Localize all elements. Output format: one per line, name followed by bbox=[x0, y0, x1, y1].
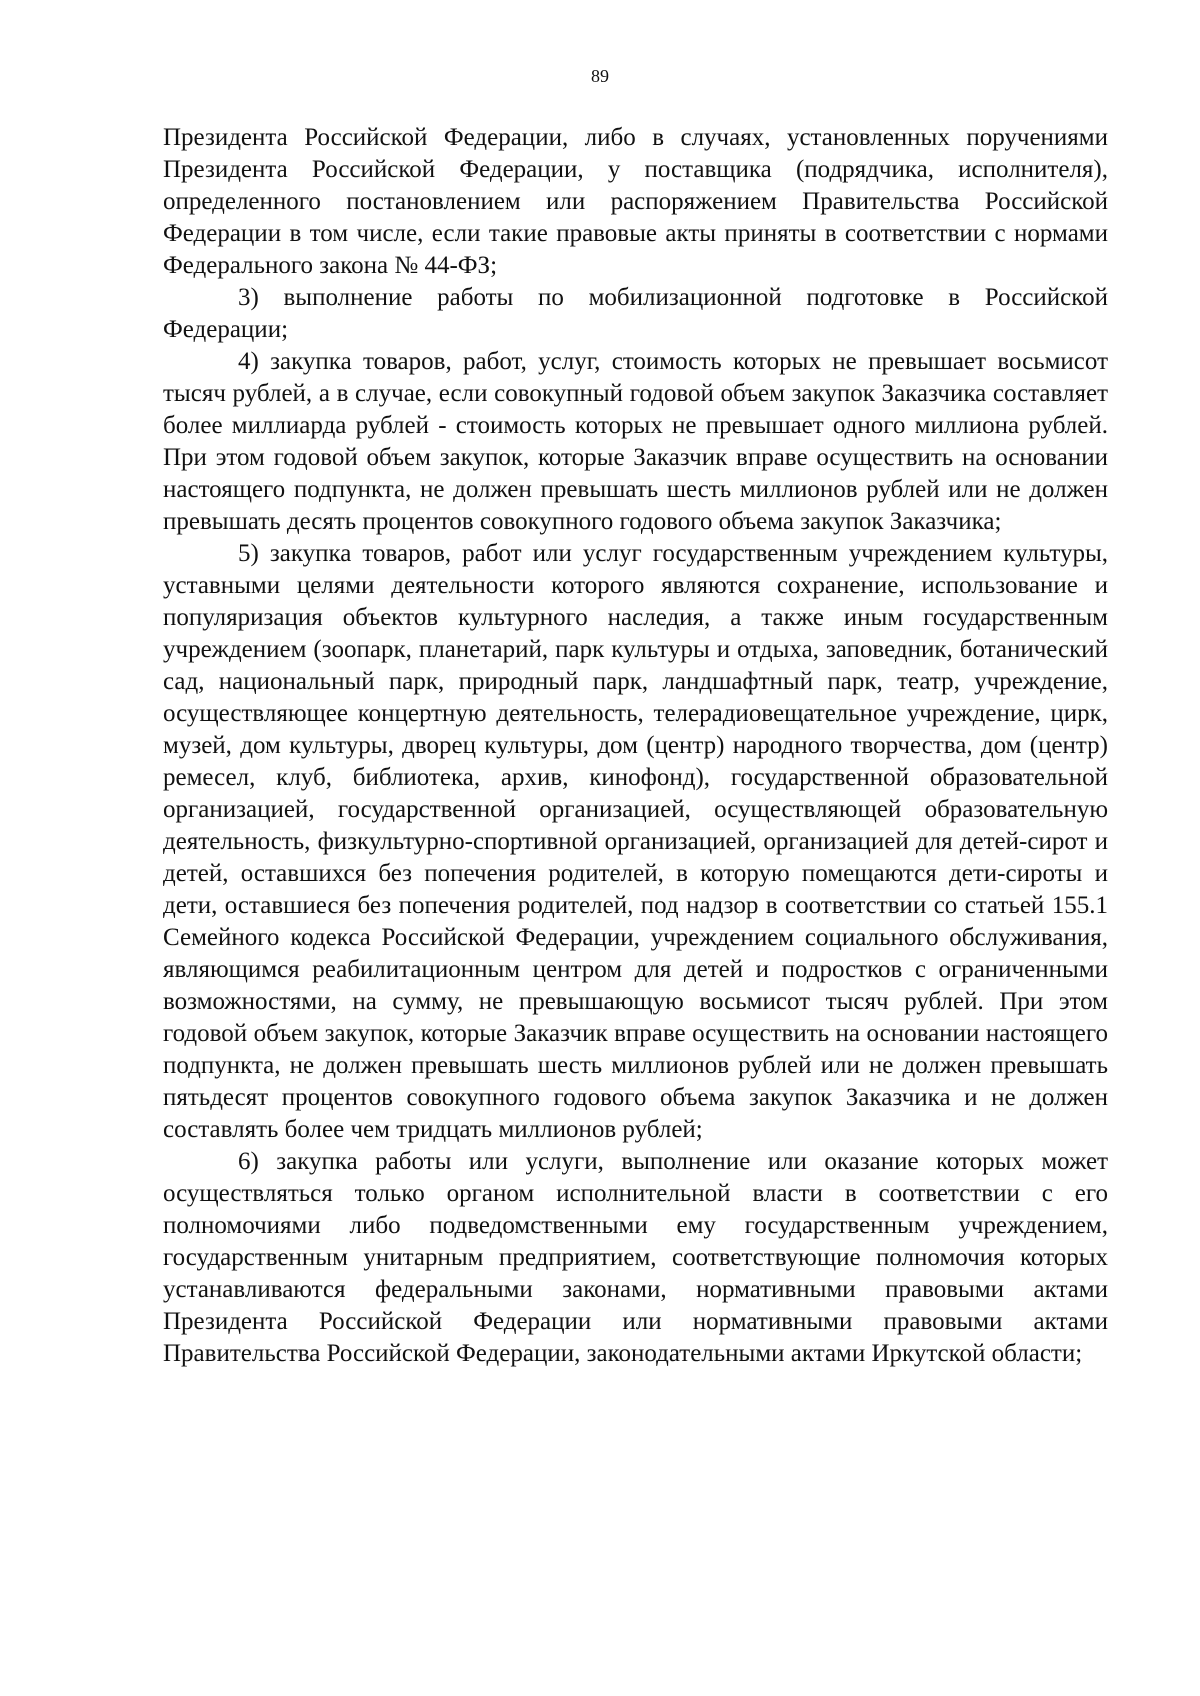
paragraph-item-3: 3) выполнение работы по мобилизационной подготовке в Российской Федерации; bbox=[163, 284, 1108, 343]
page-number: 89 bbox=[591, 66, 609, 86]
paragraph-item-5: 5) закупка товаров, работ или услуг государственным учреждением культуры, уставными целями деятельности которого являются сохранение, использование и популяризация объектов культурного наследия, а также иным государственным учреждением (зоопарк, планетарий, парк культуры и отдыха, заповедник, ботанический сад, национальный парк, природный парк, ландшафтный парк, театр, учреждение, осуществляющее концертную деятельность, телерадиовещательное учреждение, цирк, музей, дом культуры, дворец культуры, дом (центр) народного творчества, дом (центр) ремесел, клуб, библиотека, архив, кинофонд), государственной образовательной организацией, государственной организацией, осуществляющей образовательную деятельность, физкультурно-спортивной организацией, организацией для детей-сирот и детей, оставшихся без попечения родителей, в которую помещаются дети-сироты и дети, оставшиеся без попечения родителей, под надзор в соответствии со статьей 155.1 Семейного кодекса Российской Федерации, учреждением социального обслуживания, являющимся реабилитационным центром для детей и подростков с ограниченными возможностями, на сумму, не превышающую восьмисот тысяч рублей. При этом годовой объем закупок, которые Заказчик вправе осуществить на основании настоящего подпункта, не должен превышать шесть миллионов рублей или не должен превышать пятьдесят процентов совокупного годового объема закупок Заказчика и не должен составлять более чем тридцать миллионов рублей; bbox=[163, 540, 1108, 1143]
paragraph-continuation: Президента Российской Федерации, либо в случаях, установленных поручениями Президента Российской Федерации, у поставщика (подрядчика, исполнителя), определенного постановлением или распоряжением Правительства Российской Федерации в том числе, если такие правовые акты приняты в соответствии с нормами Федерального закона № 44-ФЗ; bbox=[163, 124, 1108, 279]
document-body bbox=[163, 122, 1108, 1370]
paragraph-item-4: 4) закупка товаров, работ, услуг, стоимость которых не превышает восьмисот тысяч рублей, а в случае, если совокупный годовой объем закупок Заказчика составляет более миллиарда рублей - стоимость которых не превышает одного миллиона рублей. При этом годовой объем закупок, которые Заказчик вправе осуществить на основании настоящего подпункта, не должен превышать шесть миллионов рублей или не должен превышать десять процентов совокупного годового объема закупок Заказчика; bbox=[163, 348, 1108, 535]
paragraph-item-6: 6) закупка работы или услуги, выполнение или оказание которых может осуществляться только органом исполнительной власти в соответствии с его полномочиями либо подведомственными ему государственным учреждением, государственным унитарным предприятием, соответствующие полномочия которых устанавливаются федеральными законами, нормативными правовыми актами Президента Российской Федерации или нормативными правовыми актами Правительства Российской Федерации, законодательными актами Иркутской области; bbox=[163, 1148, 1108, 1367]
